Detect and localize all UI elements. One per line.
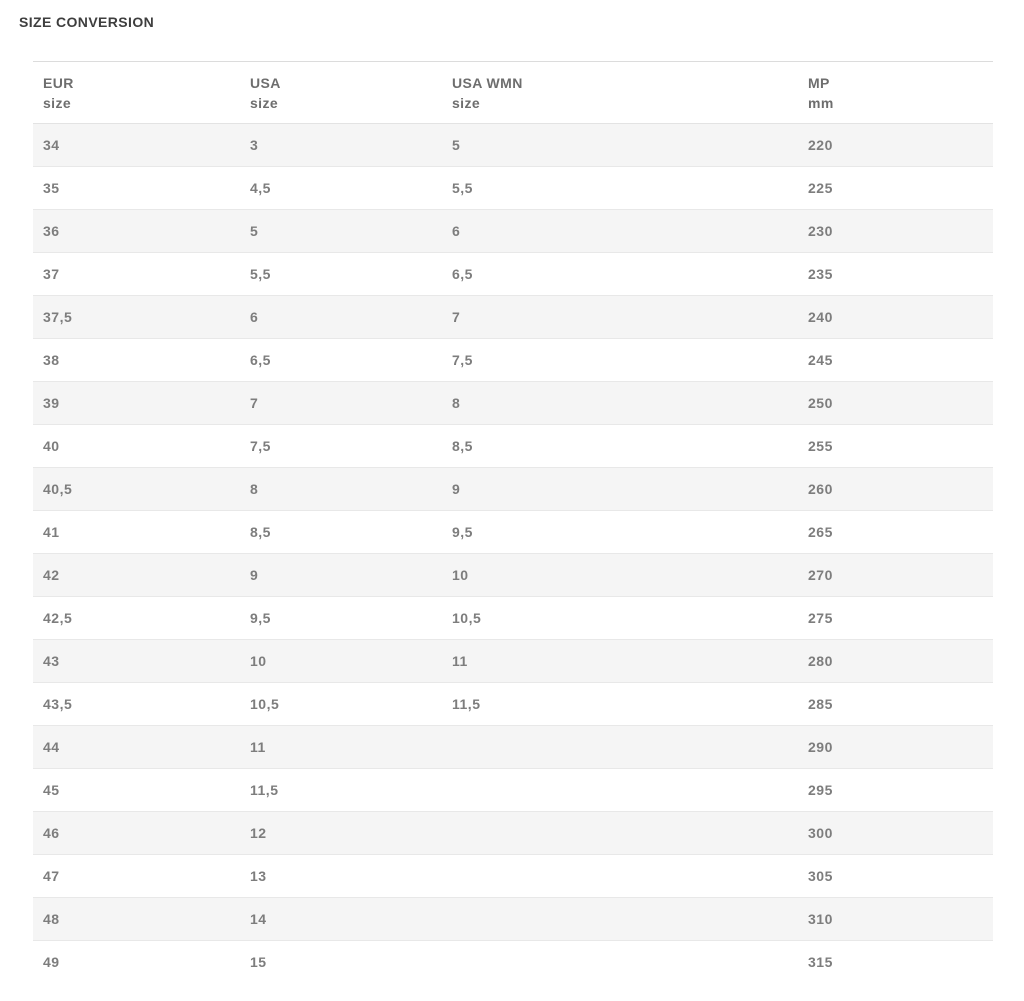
cell-usa-wmn-size: 11,5 bbox=[442, 683, 798, 726]
cell-usa-wmn-size: 6,5 bbox=[442, 253, 798, 296]
cell-usa-size: 10 bbox=[240, 640, 442, 683]
header-usa-wmn-subtitle: size bbox=[452, 95, 481, 111]
header-usa-size bbox=[240, 62, 442, 124]
table-row bbox=[33, 425, 993, 468]
header-mp-mm bbox=[798, 62, 993, 124]
cell-mp-mm: 310 bbox=[798, 898, 993, 941]
cell-eur-size: 42 bbox=[33, 554, 240, 597]
cell-mp-mm: 275 bbox=[798, 597, 993, 640]
header-usa-title: USA bbox=[250, 75, 281, 91]
table-row bbox=[33, 167, 993, 210]
cell-mp-mm: 250 bbox=[798, 382, 993, 425]
cell-eur-size: 37,5 bbox=[33, 296, 240, 339]
page-title: SIZE CONVERSION bbox=[19, 14, 155, 30]
cell-usa-size: 9,5 bbox=[240, 597, 442, 640]
cell-usa-wmn-size: 8,5 bbox=[442, 425, 798, 468]
cell-usa-wmn-size: 7,5 bbox=[442, 339, 798, 382]
table-row bbox=[33, 812, 993, 855]
cell-eur-size: 43 bbox=[33, 640, 240, 683]
cell-mp-mm: 220 bbox=[808, 137, 833, 153]
cell-eur-size: 48 bbox=[33, 898, 240, 941]
cell-eur-size: 42,5 bbox=[33, 597, 240, 640]
cell-eur-size: 35 bbox=[33, 167, 240, 210]
cell-usa-wmn-size: 9,5 bbox=[442, 511, 798, 554]
cell-usa-size: 8,5 bbox=[240, 511, 442, 554]
cell-usa-size: 7,5 bbox=[240, 425, 442, 468]
table-row bbox=[33, 597, 993, 640]
cell-usa-wmn-size bbox=[442, 726, 798, 769]
header-usa-subtitle: size bbox=[250, 95, 279, 111]
table-row bbox=[33, 253, 993, 296]
cell-mp-mm: 235 bbox=[798, 253, 993, 296]
cell-usa-size: 6,5 bbox=[240, 339, 442, 382]
cell-mp-mm: 240 bbox=[798, 296, 993, 339]
cell-usa-size: 13 bbox=[240, 855, 442, 898]
header-mp-subtitle: mm bbox=[808, 95, 834, 111]
cell-usa-wmn-size: 8 bbox=[442, 382, 798, 425]
cell-usa-wmn-size: 5,5 bbox=[442, 167, 798, 210]
table-header bbox=[33, 62, 993, 124]
cell-usa-wmn-size bbox=[442, 941, 798, 984]
table-row bbox=[33, 683, 993, 726]
cell-usa-size: 14 bbox=[240, 898, 442, 941]
cell-mp-mm: 260 bbox=[798, 468, 993, 511]
cell-eur-size: 37 bbox=[33, 253, 240, 296]
cell-mp-mm: 265 bbox=[798, 511, 993, 554]
cell-usa-wmn-size: 6 bbox=[442, 210, 798, 253]
cell-mp-mm: 280 bbox=[798, 640, 993, 683]
table-row bbox=[33, 382, 993, 425]
cell-mp-mm: 300 bbox=[798, 812, 993, 855]
header-usa-wmn-size bbox=[442, 62, 798, 124]
cell-eur-size: 43,5 bbox=[33, 683, 240, 726]
cell-mp-mm: 245 bbox=[798, 339, 993, 382]
table-row bbox=[33, 769, 993, 812]
table-row bbox=[33, 640, 993, 683]
cell-mp-mm: 285 bbox=[798, 683, 993, 726]
table-row bbox=[33, 554, 993, 597]
cell-mp-mm: 270 bbox=[798, 554, 993, 597]
cell-mp-mm: 315 bbox=[798, 941, 993, 984]
cell-usa-wmn-size: 10 bbox=[442, 554, 798, 597]
cell-eur-size: 34 bbox=[43, 137, 60, 153]
cell-eur-size: 36 bbox=[33, 210, 240, 253]
table-row bbox=[33, 210, 993, 253]
table-row bbox=[33, 941, 993, 984]
table-row bbox=[33, 124, 993, 167]
cell-usa-size: 5 bbox=[240, 210, 442, 253]
cell-mp-mm: 290 bbox=[798, 726, 993, 769]
table-row bbox=[33, 339, 993, 382]
cell-mp-mm: 295 bbox=[798, 769, 993, 812]
cell-eur-size: 47 bbox=[33, 855, 240, 898]
table-row bbox=[33, 726, 993, 769]
cell-usa-wmn-size bbox=[442, 769, 798, 812]
cell-eur-size: 39 bbox=[33, 382, 240, 425]
header-mp-title: MP bbox=[808, 75, 830, 91]
table-body bbox=[33, 124, 993, 984]
cell-usa-wmn-size: 5 bbox=[452, 137, 461, 153]
cell-mp-mm: 225 bbox=[798, 167, 993, 210]
cell-usa-size: 15 bbox=[240, 941, 442, 984]
cell-eur-size: 41 bbox=[33, 511, 240, 554]
table-row bbox=[33, 898, 993, 941]
header-eur-size bbox=[33, 62, 240, 124]
table-row bbox=[33, 468, 993, 511]
cell-usa-size: 4,5 bbox=[240, 167, 442, 210]
table-row bbox=[33, 296, 993, 339]
cell-eur-size: 49 bbox=[33, 941, 240, 984]
cell-usa-wmn-size bbox=[442, 898, 798, 941]
cell-usa-size: 9 bbox=[240, 554, 442, 597]
cell-usa-wmn-size: 11 bbox=[442, 640, 798, 683]
header-eur-subtitle: size bbox=[43, 95, 72, 111]
cell-eur-size: 40,5 bbox=[33, 468, 240, 511]
cell-usa-size: 8 bbox=[240, 468, 442, 511]
cell-usa-size: 6 bbox=[240, 296, 442, 339]
cell-eur-size: 40 bbox=[33, 425, 240, 468]
cell-usa-size: 11,5 bbox=[240, 769, 442, 812]
header-eur-title: EUR bbox=[43, 75, 74, 91]
cell-usa-wmn-size bbox=[442, 812, 798, 855]
cell-eur-size: 44 bbox=[33, 726, 240, 769]
cell-eur-size: 45 bbox=[33, 769, 240, 812]
size-conversion-table bbox=[33, 61, 993, 983]
table-row bbox=[33, 511, 993, 554]
cell-usa-wmn-size: 7 bbox=[442, 296, 798, 339]
cell-usa-wmn-size: 9 bbox=[442, 468, 798, 511]
cell-usa-size: 10,5 bbox=[240, 683, 442, 726]
cell-eur-size: 38 bbox=[33, 339, 240, 382]
cell-mp-mm: 305 bbox=[798, 855, 993, 898]
header-row bbox=[33, 62, 993, 124]
cell-usa-size: 12 bbox=[240, 812, 442, 855]
cell-mp-mm: 230 bbox=[798, 210, 993, 253]
cell-mp-mm: 255 bbox=[798, 425, 993, 468]
cell-usa-size: 7 bbox=[240, 382, 442, 425]
cell-usa-wmn-size bbox=[442, 855, 798, 898]
cell-usa-size: 11 bbox=[240, 726, 442, 769]
cell-usa-wmn-size: 10,5 bbox=[442, 597, 798, 640]
table-row bbox=[33, 855, 993, 898]
cell-usa-size: 5,5 bbox=[240, 253, 442, 296]
cell-eur-size: 46 bbox=[33, 812, 240, 855]
cell-usa-size: 3 bbox=[250, 137, 259, 153]
header-usa-wmn-title: USA WMN bbox=[452, 75, 523, 91]
